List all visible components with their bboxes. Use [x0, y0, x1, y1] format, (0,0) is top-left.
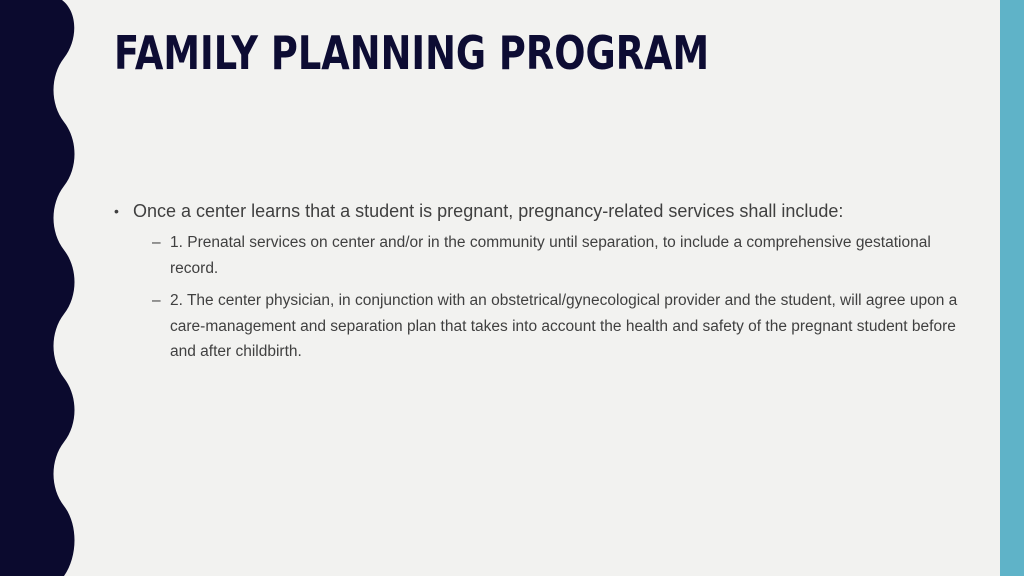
sub-bullet-text: 2. The center physician, in conjunction with an obstetrical/gynecological provider and the student, will agree upon a care-management and separation plan that takes into account the health and safety of the pregnant student before and after childbirth. — [170, 292, 958, 360]
slide-content — [114, 198, 964, 372]
sub-bullet-marker: – — [152, 292, 161, 309]
sub-bullet-item — [114, 230, 964, 281]
left-wave-band — [0, 0, 80, 576]
sub-bullet-item — [114, 288, 964, 365]
bullet-marker: • — [114, 203, 119, 219]
slide-title: FAMILY PLANNING PROGRAM — [114, 26, 710, 80]
bullet-text: Once a center learns that a student is pregnant, pregnancy-related services shall include: — [133, 201, 844, 221]
bullet-item — [114, 198, 964, 224]
right-accent-bar — [1000, 0, 1024, 576]
sub-bullet-marker: – — [152, 234, 161, 251]
wave-shape — [0, 0, 75, 576]
sub-bullet-text: 1. Prenatal services on center and/or in the community until separation, to include a comprehensive gestational record. — [170, 234, 931, 277]
